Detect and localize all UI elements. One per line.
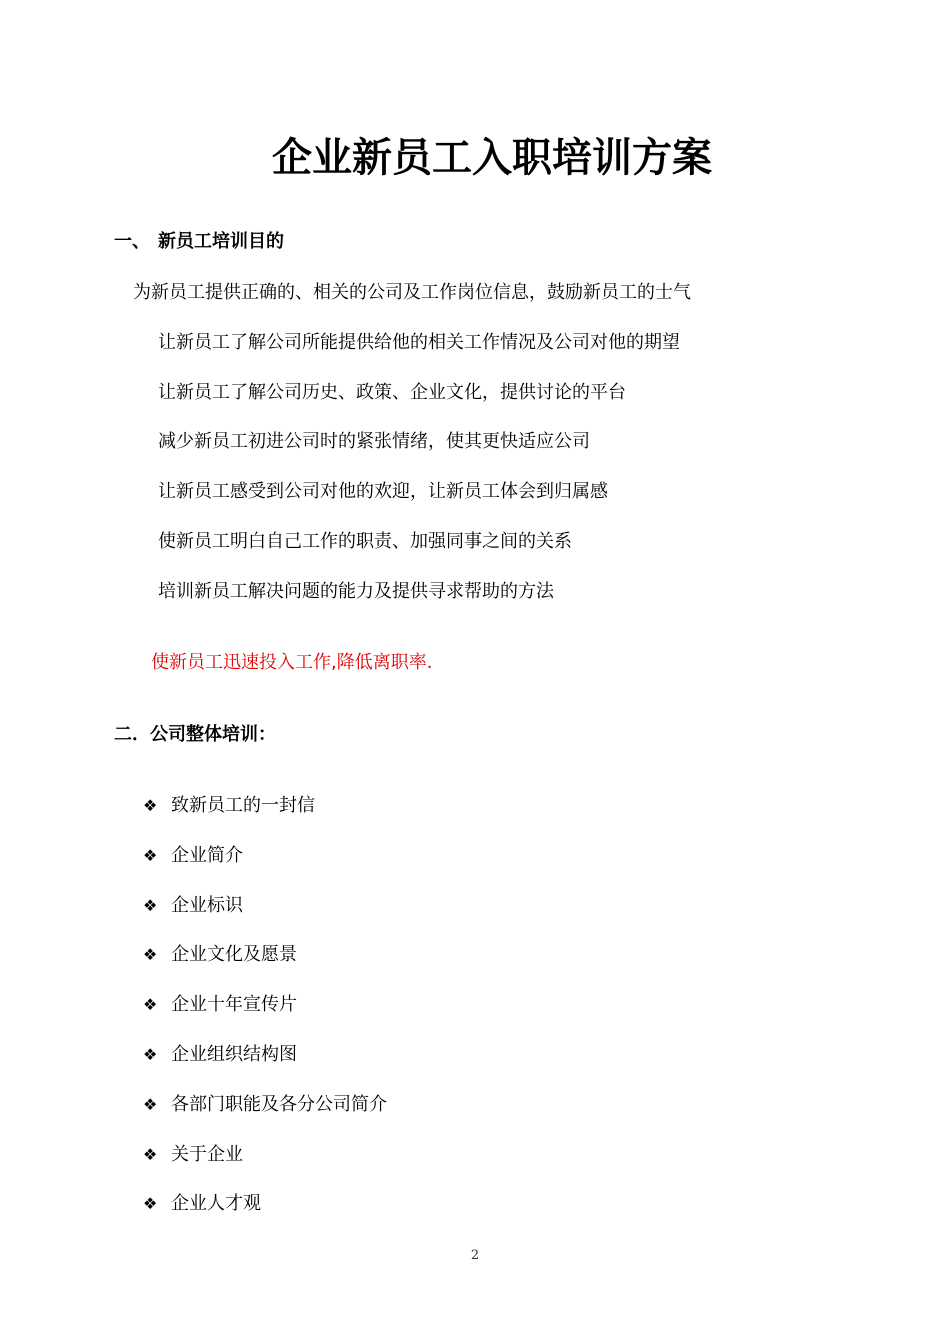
diamond-bullet-icon: ❖ [143,995,158,1015]
purpose-point: 让新员工了解公司历史、政策、企业文化，提供讨论的平台 [158,382,626,403]
list-item-text: 企业简介 [171,844,243,866]
list-item [143,993,387,1043]
list-item [143,1143,387,1193]
purpose-point: 让新员工感受到公司对他的欢迎，让新员工体会到归属感 [158,481,608,502]
diamond-bullet-icon: ❖ [143,945,158,965]
list-item-text: 企业标识 [171,894,243,916]
diamond-bullet-icon: ❖ [143,845,158,865]
list-item [143,1043,387,1093]
list-item [143,844,387,894]
diamond-bullet-icon: ❖ [143,796,158,815]
purpose-point: 使新员工明白自己工作的职责、加强同事之间的关系 [158,531,572,552]
section1-number: 一、 [114,231,150,252]
list-item [143,1192,387,1242]
list-item-text: 企业组织结构图 [171,1043,297,1065]
page-number: 2 [470,1248,480,1263]
list-item-text: 关于企业 [171,1143,243,1165]
list-item-text: 企业十年宣传片 [171,994,297,1016]
diamond-bullet-icon: ❖ [143,1144,158,1164]
list-item [143,1093,387,1143]
diamond-bullet-icon: ❖ [143,1094,158,1114]
section1-highlight-note: 使新员工迅速投入工作,降低离职率. [151,652,433,673]
list-item-text: 企业文化及愿景 [171,944,297,966]
diamond-bullet-icon: ❖ [143,895,158,915]
purpose-point: 培训新员工解决问题的能力及提供寻求帮助的方法 [158,581,554,602]
diamond-bullet-icon: ❖ [143,1044,158,1064]
section1-heading-text: 新员工培训目的 [158,231,284,252]
section1-heading [114,230,284,254]
purpose-point: 让新员工了解公司所能提供给他的相关工作情况及公司对他的期望 [158,332,680,353]
list-item [143,943,387,993]
diamond-bullet-icon: ❖ [143,1194,158,1214]
document-title: 企业新员工入职培训方案 [272,135,712,181]
section2-heading: 二．公司整体培训： [114,724,276,745]
purpose-point: 减少新员工初进公司时的紧张情绪，使其更快适应公司 [158,431,590,452]
list-item [143,794,387,844]
list-item-text: 企业人才观 [171,1193,261,1215]
list-item-text: 致新员工的一封信 [171,795,315,816]
training-item-list [143,794,387,1242]
list-item-text: 各部门职能及各分公司简介 [171,1093,387,1115]
list-item [143,894,387,944]
section1-intro: 为新员工提供正确的、相关的公司及工作岗位信息，鼓励新员工的士气 [133,282,691,303]
